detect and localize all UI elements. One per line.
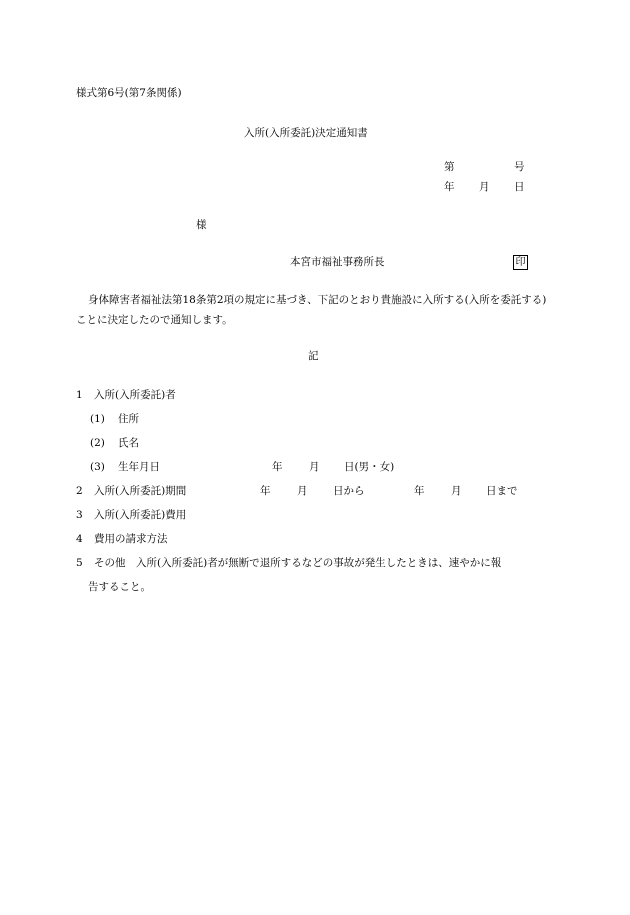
item-5-label-line1: その他 入所(入所委託)者が無断で退所するなどの事故が発生したときは、速やかに報 xyxy=(94,557,502,569)
addressee-suffix: 様 xyxy=(196,219,207,231)
item-1-2-number: (2) xyxy=(90,437,105,449)
birth-year: 年 xyxy=(272,461,283,473)
doc-number-dai: 第 xyxy=(444,161,455,173)
item-4-number: 4 xyxy=(76,533,83,545)
item-1-2-label: 氏名 xyxy=(118,437,139,449)
item-4-label: 費用の請求方法 xyxy=(94,533,168,545)
period-end-year: 年 xyxy=(414,485,425,497)
form-id: 様式第6号(第7条関係) xyxy=(76,87,182,99)
issuer-name: 本宮市福祉事務所長 xyxy=(290,256,385,268)
item-2-label: 入所(入所委託)期間 xyxy=(94,485,187,497)
document-title: 入所(入所委託)決定通知書 xyxy=(244,127,368,139)
period-start-month: 月 xyxy=(297,485,308,497)
item-3-number: 3 xyxy=(76,509,83,521)
item-5-number: 5 xyxy=(76,557,83,569)
item-2-number: 2 xyxy=(76,485,83,497)
item-1-label: 入所(入所委託)者 xyxy=(94,389,176,401)
item-1-1-label: 住所 xyxy=(118,413,139,425)
item-1-1-number: (1) xyxy=(90,413,105,425)
doc-number-go: 号 xyxy=(514,161,525,173)
item-5-label-line2: 告すること。 xyxy=(88,581,151,593)
birth-day-gender: 日(男・女) xyxy=(344,461,395,473)
seal-mark: 印 xyxy=(513,255,528,270)
period-start-year: 年 xyxy=(260,485,271,497)
date-year: 年 xyxy=(444,181,455,193)
period-end-day: 日まで xyxy=(486,485,518,497)
period-end-month: 月 xyxy=(451,485,462,497)
birth-month: 月 xyxy=(309,461,320,473)
period-start-day: 日から xyxy=(333,485,365,497)
item-1-3-label: 生年月日 xyxy=(118,461,160,473)
item-1-number: 1 xyxy=(76,389,83,401)
body-paragraph: 身体障害者福祉法第18条第2項の規定に基づき、下記のとおり貴施設に入所する(入所を委託する)ことに決定したので通知します。 xyxy=(76,294,547,326)
date-month: 月 xyxy=(479,181,490,193)
item-3-label: 入所(入所委託)費用 xyxy=(94,509,187,521)
ki-heading: 記 xyxy=(308,350,319,362)
date-day: 日 xyxy=(514,181,525,193)
item-1-3-number: (3) xyxy=(90,461,105,473)
